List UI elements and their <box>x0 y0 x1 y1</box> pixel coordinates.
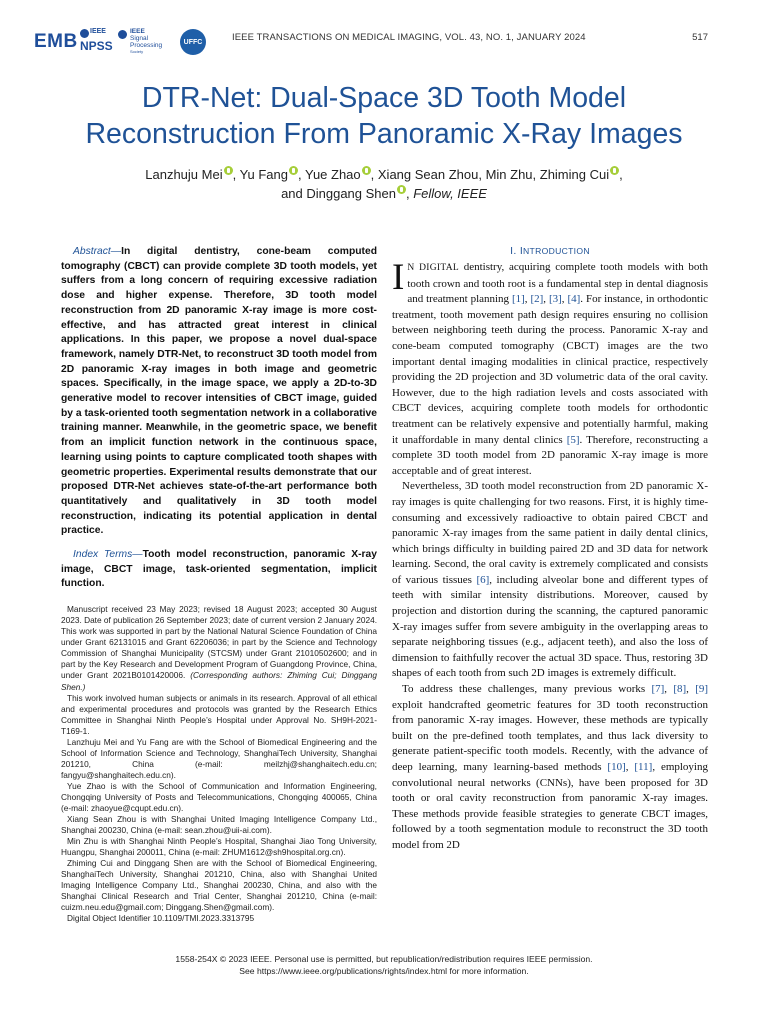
citation-link[interactable]: [1] <box>511 293 525 306</box>
paper-title-line-2: Reconstruction From Panoramic X-Ray Images <box>85 118 683 150</box>
author-name: , Yue Zhao <box>298 167 361 182</box>
footnote-ethics: This work involved human subjects or animals in its research. Approval of all ethical and experimental procedures and protocols was granted by the Research Ethics Committee in Shanghai Ninth People’s Hospital under Approval No. SH9H-2021-T169-1. <box>61 692 377 736</box>
footnote-affiliation: Lanzhuju Mei and Yu Fang are with the School of Biomedical Engineering and the School of Information Science and Technology, ShanghaiTech University, Shanghai 201210, China (e-mail: meilzhj@shanghaitech.edu.cn; fangyu@shanghaitech.edu.cn). <box>61 736 377 780</box>
author-name: Lanzhuju Mei <box>145 167 223 182</box>
citation-link[interactable]: [8] <box>673 683 687 696</box>
globe-icon <box>80 29 89 38</box>
intro-paragraph-2 <box>392 479 708 682</box>
author-membership: Fellow, IEEE <box>413 186 487 201</box>
intro-paragraph-1 <box>392 257 709 479</box>
sps-logo-text-1: IEEE <box>130 28 145 35</box>
footnote-affiliation: Min Zhu is with Shanghai Ninth People’s Hospital, Shanghai Jiao Tong University, Huangpu, Shanghai 200011, China (e-mail: ZHUM1612@sh9hospital.org.cn). <box>61 836 377 858</box>
citation-link[interactable]: [3] <box>548 293 562 306</box>
orcid-icon[interactable] <box>610 166 619 175</box>
footnotes <box>61 604 377 924</box>
index-terms-label: Index Terms— <box>73 549 143 561</box>
paragraph-text: , <box>524 293 531 306</box>
index-terms <box>61 548 377 592</box>
paragraph-text: , <box>561 293 568 306</box>
orcid-icon[interactable] <box>289 166 298 175</box>
globe-icon <box>118 30 127 39</box>
citation-link[interactable]: [4] <box>567 293 581 306</box>
paragraph-text: . Therefore, reconstructing a complete 3D tooth model from 2D panoramic X-ray image is more acceptable and of great interest. <box>392 433 708 477</box>
citation-link[interactable]: [10] <box>607 761 626 773</box>
paper-title <box>0 80 768 152</box>
sps-logo-text-4: Society <box>130 49 144 54</box>
citation-link[interactable]: [6] <box>476 573 490 586</box>
author-separator: , <box>619 167 623 182</box>
abstract <box>61 245 377 539</box>
paragraph-text: , including alveolar bone and different types of teeth with similar intensity distributions. Moreover, caused by projection and distortion during the scanning, the captured panoramic X-ray images suffer from severe ambiguity in the overlapping areas to separate neighboring tissues (e.g., adjacent teeth), and also the loss of dimension to faithfully recover the actual 3D space. Thus, restoring 3D shapes of each tooth from such 2D images is extremely difficult. <box>392 573 708 680</box>
citation-link[interactable]: [5] <box>566 433 580 446</box>
paragraph-text: Nevertheless, 3D tooth model reconstruction from 2D panoramic X-ray images is quite challenging for two reasons. First, it is highly time-consuming and excessively radioactive to obtain paired CBCT and panoramic X-ray images from the same patient in daily dental clinics, which brings difficulty in building paired 2D and 3D data for network learning. Second, the oral cavity is extremely complicated and consists of various tissues <box>392 480 708 586</box>
footnote-text: Manuscript received 23 May 2023; revised 18 August 2023; accepted 30 August 2023. Date of publication 26 September 2023; date of current version 2 January 2024. This work was supported in part by the National Natural Science Foundation of China under Grant 62131015 and Grant 62206036; in part by the Science and Technology Commission of Shanghai Municipality (STCSM) under Grant 21010502600; and in part by the Key Research and Development Program of Guangdong Province, China, under Grant 2021B0101420006. <box>61 604 377 681</box>
section-heading-introduction <box>392 245 708 257</box>
footnote-doi: Digital Object Identifier 10.1109/TMI.2023.3313795 <box>67 913 255 924</box>
ieee-npss-logo <box>80 27 113 55</box>
ieee-sps-logo <box>118 28 174 56</box>
author-name: , Xiang Sean Zhou, Min Zhu, Zhiming Cui <box>370 167 610 182</box>
journal-running-head: IEEE TRANSACTIONS ON MEDICAL IMAGING, VOL. 43, NO. 1, JANUARY 2024 <box>232 32 586 43</box>
npss-logo-text: NPSS <box>80 39 113 53</box>
orcid-icon[interactable] <box>397 185 406 194</box>
copyright-line: 1558-254X © 2023 IEEE. Personal use is permitted, but republication/redistribution requires IEEE permission. <box>175 954 593 964</box>
corresponding-authors: (Corresponding authors: Zhiming Cui; Dinggang Shen.) <box>61 670 378 692</box>
paragraph-text: . For instance, in orthodontic treatment, tooth movement path design requires ensuring no collision between neighboring teeth during the process. Panoramic X-ray and cone-beam computed tomography (CBCT) images are the two important dental imaging modalities in clinical practice, respectively providing the 2D projection and 3D volumetric data of the oral cavity. However, due to the high radiation levels and costs associated with CBCT devices, acquiring complete tooth models for orthodontic treatment can be relatively expensive and potentially harmful, making it unaffordable in many dental clinics <box>392 293 709 446</box>
author-name: and Dinggang Shen <box>281 186 396 201</box>
npss-logo-small-text: IEEE <box>90 28 106 35</box>
footnote-manuscript <box>61 604 377 692</box>
uffc-logo: UFFC <box>180 29 206 55</box>
paragraph-text: , <box>664 683 674 696</box>
right-column <box>392 245 708 854</box>
citation-link[interactable]: [11] <box>634 761 653 773</box>
paragraph-text: , <box>625 761 635 773</box>
page-footer <box>0 953 768 977</box>
paragraph-text: , employing convolutional neural networks (CNNs), have been proposed for 3D tooth or oral cavity reconstruction from panoramic X-ray images. These methods provide feasible strategies to generate CBCT images, followed by a tooth segmentation module to reconstruct the 3D tooth model from 2D <box>392 761 708 851</box>
paragraph-text: exploit handcrafted geometric features for 3D tooth reconstruction from panoramic X-ray images. However, these methods are typically built on the pre-defined tooth templates, and thus lack diversity to generate patient-specific tooth models. Recently, with the advance of deep learning, many learning-based methods <box>392 698 708 773</box>
paper-title-line-1: DTR-Net: Dual-Space 3D Tooth Model <box>141 82 627 114</box>
index-terms-text: Tooth model reconstruction, panoramic X-ray image, CBCT image, task-oriented segmentation, implicit function. <box>61 549 377 590</box>
author-name: , Yu Fang <box>232 167 288 182</box>
sps-logo-text-2: Signal <box>130 35 149 42</box>
author-separator: , <box>406 186 414 201</box>
footnote-affiliation: Xiang Sean Zhou is with Shanghai United Imaging Intelligence Company Ltd., Shanghai 200230, China (e-mail: sean.zhou@uii-ai.com). <box>61 814 377 836</box>
rights-line: See https://www.ieee.org/publications/rights/index.html for more information. <box>239 966 529 976</box>
paragraph-text: To address these challenges, many previous works <box>402 683 652 696</box>
orcid-icon[interactable] <box>362 166 371 175</box>
section-title-initial: I <box>519 245 524 257</box>
abstract-label: Abstract— <box>73 246 122 257</box>
abstract-text: In digital dentistry, cone-beam computed tomography (CBCT) can provide complete 3D tooth models, yet suffers from a long concern of requiring excessive radiation dose and higher expense. Therefore, 3D tooth model reconstruction from 2D panoramic X-ray image is more cost-effective, and has attracted great interest in clinical applications. In this paper, we propose a novel dual-space framework, namely DTR-Net, to reconstruct 3D tooth model from 2D panoramic X-ray images in both image and geometric spaces. Specifically, in the image space, we apply a 2D-to-3D generative model to recover intensities of CBCT image, guided by a task-oriented tooth segmentation network in a collaborative training manner. Meanwhile, in the geometric space, we benefit from an implicit function network in the continuous space, learning using points to capture complicated tooth shapes with geometric properties. Experimental results demonstrate that our proposed DTR-Net achieves state-of-the-art performance both quantitatively and qualitatively in 3D tooth model reconstruction, indicating its potential application in dental practice. <box>61 246 377 537</box>
lead-in-caps: N DIGITAL <box>407 263 459 273</box>
emb-logo: EMB <box>34 31 78 52</box>
paragraph-text: , <box>543 293 549 306</box>
section-title-rest: NTRODUCTION <box>523 246 590 256</box>
citation-link[interactable]: [9] <box>695 683 709 696</box>
footnote-affiliation: Yue Zhao is with the School of Communication and Information Engineering, Chongqing University of Posts and Telecommunications, Chongqing 400065, China (e-mail: zhaoyue@cqupt.edu.cn). <box>61 780 377 814</box>
page-header <box>0 0 768 58</box>
author-list <box>0 165 768 203</box>
citation-link[interactable]: [2] <box>530 293 544 306</box>
citation-link[interactable]: [7] <box>651 683 665 696</box>
left-column <box>61 245 377 925</box>
page-number: 517 <box>692 32 708 43</box>
orcid-icon[interactable] <box>224 166 233 175</box>
sps-logo-text-3: Processing <box>130 42 163 49</box>
footnote-affiliation: Zhiming Cui and Dinggang Shen are with the School of Biomedical Engineering, ShanghaiTech University, Shanghai 201210, China, also with Shanghai United Imaging Intelligence Company Ltd., Shanghai 200230, China, and also with the Shanghai Clinical Research and Trial Center, Shanghai 201210, China (e-mail: cuizm.neu.edu@gmail.com; Dinggang.Shen@gmail.com). <box>61 858 377 913</box>
intro-paragraph-3 <box>392 682 708 854</box>
drop-cap: I <box>392 257 405 298</box>
paragraph-text: , <box>686 683 696 696</box>
paragraph-text: dentistry, acquiring complete tooth models with both tooth crown and tooth root is a fundamental step in dental diagnosis and treatment planning <box>407 261 708 306</box>
section-number: I. <box>510 245 520 257</box>
